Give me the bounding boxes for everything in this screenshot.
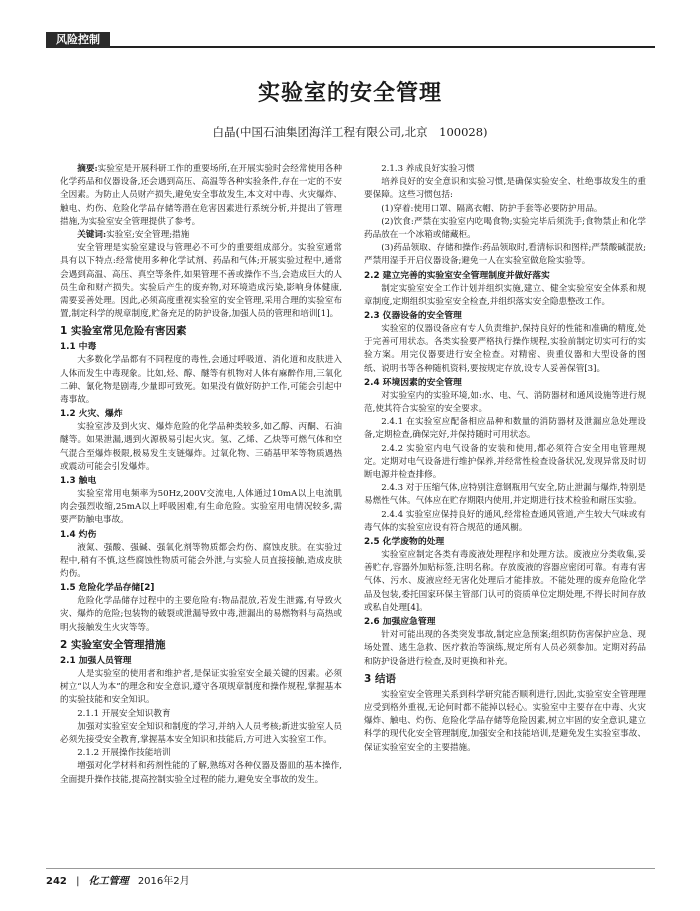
right-column [364, 163, 646, 755]
article-title: 实验室的安全管理 [257, 81, 442, 106]
header-bar [46, 32, 655, 48]
intro-paragraph: 安全管理是实验室建设与管理必不可少的重要组成部分。实验室通常具有以下特点:经常使用多种化学试剂、药品和气体;开展实验过程中,通常会遇到高温、高压、真空等条件,如果管理不善或操作不当,会造成巨大的人员生命和财产损失。实验后产生的废弃物,对环境造成污染,影响身体健康,需要妥善处理。因此,必须高度重视实验室的安全管理,采用合理的实验室布置,制定科学的规章制度,贮备充足的防护设备,加强人员的管理和培训[1]。 [60, 243, 342, 320]
paragraph-1-2: 实验室涉及到火灾、爆炸危险的化学品种类较多,如乙醇、丙酮、石油醚等。如果泄漏,遇到火源极易引起火灾。氢、乙烯、乙炔等可燃气体和空气混合至爆炸极限,极易发生支链爆炸。过氧化物、三硝基甲苯等物质遇热或震动可能会引发爆炸。 [60, 422, 342, 472]
subsubsection-heading-2-1-2: 2.1.2 开展操作技能培训 [77, 748, 171, 759]
paragraph-2-4-4: 2.4.4 实验室应保持良好的通风,经常检查通风管道,产生较大气味或有毒气体的实验室应设有符合规范的通风橱。 [364, 509, 646, 533]
paragraph-1-3: 实验室常用电频率为50Hz,200V交流电,人体通过10mA以上电流肌肉会强烈收缩,25mA以上呼吸困难,有生命危险。实验室用电情况较多,需要严防触电事故。 [60, 489, 342, 526]
subsection-heading-2-1: 2.1 加强人员管理 [60, 655, 132, 666]
subsubsection-heading-2-1-3: 2.1.3 养成良好实验习惯 [381, 164, 475, 174]
paragraph-2-1-1: 加强对实验室安全知识和制度的学习,并纳入人员考核;新进实验室人员必须先接受安全教育,掌握基本安全知识和技能后,方可进入实验室工作。 [60, 721, 342, 745]
paragraph-2-4: 对实验室内的实验环境,如:水、电、气、消防器材和通风设施等进行规范,使其符合实验室的安全要求。 [364, 390, 646, 415]
section-heading-3: 3 结语 [364, 672, 396, 685]
list-item: (1)穿着:使用口罩、隔离衣帽、防护手套等必要防护用品。 [381, 203, 603, 214]
keywords-label: 关键词: [77, 230, 107, 241]
journal-name: 化工管理 [88, 876, 129, 887]
paragraph-2-2: 制定实验室安全工作计划并组织实施,建立、健全实验室安全体系和规章制度,定期组织实验室安全检查,并组织落实安全隐患整改工作。 [364, 283, 646, 307]
subsection-heading-2-6: 2.6 加强应急管理 [364, 617, 436, 628]
subsection-heading-2-5: 2.5 化学废物的处理 [364, 537, 445, 548]
section-heading-2: 2 实验室安全管理措施 [60, 638, 166, 651]
abstract-label: 摘要: [77, 164, 98, 174]
paragraph-3: 实验室安全管理关系到科学研究能否顺利进行,因此,实验室安全管理理应受到格外重视,无论何时都不能掉以轻心。实验室中主要存在中毒、火灾爆炸、触电、灼伤、危险化学品存储等危险因素,树立牢固的安全意识,建立科学的现代化安全管理制度,加强安全和技能培训,是避免发生实验室事故、保证实验室安全的主要措施。 [364, 689, 646, 753]
subsection-heading-1-2: 1.2 火灾、爆炸 [60, 409, 123, 420]
subsection-heading-2-2: 2.2 建立完善的实验室安全管理制度并做好落实 [364, 270, 550, 281]
subsection-heading-1-1: 1.1 中毒 [60, 342, 97, 353]
list-item: (2)饮食:严禁在实验室内吃喝食物;实验完毕后须洗手;食物禁止和化学药品放在一个冰箱或储藏柜。 [364, 216, 646, 241]
page-footer [46, 868, 655, 887]
paragraph-2-6: 针对可能出现的各类突发事故,制定应急预案;组织防伤害保护应急、现场处置、逃生急救、医疗救治等演练,规定所有人员必须参加。定期对药品和防护设备进行检查,及时更换和补充。 [364, 630, 646, 667]
subsection-heading-1-4: 1.4 灼伤 [60, 529, 97, 540]
subsection-heading-1-5: 1.5 危险化学品存储[2] [60, 583, 155, 594]
subsubsection-heading-2-1-1: 2.1.1 开展安全知识教育 [77, 708, 171, 719]
page-number: 242 [46, 876, 67, 887]
paragraph-2-4-3: 2.4.3 对于压缩气体,应特别注意钢瓶用气安全,防止泄漏与爆炸,特别是易燃性气体。气体应在贮存期限内使用,并定期进行技术检验和耐压实验。 [364, 483, 647, 507]
keywords-text: 实验室;安全管理;措施 [106, 230, 190, 241]
paragraph-1-1: 大多数化学品都有不同程度的毒性,会通过呼吸道、消化道和皮肤进入人体而发生中毒现象。比如,烃、醇、醚等有机物对人体有麻醉作用,三氧化二砷、氰化物是剧毒,少量即可致死。如果没有做好防护工作,可能会引起中毒事故。 [60, 355, 342, 406]
keywords [60, 229, 342, 242]
paragraph-2-5: 实验室应制定各类有毒废液处理程序和处理方法。废液应分类收集,妥善贮存,容器外加贴标签,注明名称。存放废液的容器应密闭可靠。有毒有害气体、污水、废液应经无害化处理后才能排放。不能处理的废弃危险化学品及包装,委托国家环保主管部门认可的资质单位定期处理,不得长时间存放或私自处理[4]。 [364, 550, 646, 613]
abstract [60, 163, 342, 229]
subsection-heading-2-3: 2.3 仪器设备的安全管理 [364, 311, 462, 322]
author-line: 白晶(中国石油集团海洋工程有限公司,北京 100028) [212, 125, 488, 139]
list-item: (3)药品领取、存储和操作:药品领取时,看清标识和图样;严禁酸碱混放;严禁用湿手开启仪器设备;避免一人在实验室做危险实验等。 [364, 243, 646, 267]
abstract-text: 实验室是开展科研工作的重要场所,在开展实验时会经常使用各种化学药品和仪器设备,还会遇到高压、高温等各种实验条件,存在一定的不安全因素。为防止人员财产损失,避免安全事故发生,本文对中毒、火灾爆炸、触电、灼伤、危险化学品存储等潜在危害因素进行系统分析,并提出了管理措施,为实验室安全管理提供了参考。 [60, 164, 342, 227]
paragraph-2-1-2: 增强对化学材料和药剂性能的了解,熟练对各种仪器及器皿的基本操作,全面提升操作技能,提高控制实验全过程的能力,避免安全事故的发生。 [60, 761, 342, 785]
paragraph-2-3: 实验室的仪器设备应有专人负责维护,保持良好的性能和准确的精度,处于完善可用状态。各类实验要严格执行操作规程,实验前制定切实可行的实验方案。用完仪器要进行安全检查。对精密、贵重仪器和大型设备的图纸、说明书等各种随机资料,要按规定存放,设专人妥善保管[3]。 [364, 324, 646, 374]
section-tag: 风险控制 [46, 32, 110, 48]
subsection-heading-1-3: 1.3 触电 [60, 476, 97, 487]
paragraph-2-4-2: 2.4.2 实验室内电气设备的安装和使用,都必须符合安全用电管理规定。定期对电气设备进行维护保养,并经常性检查设备状况,发现异常及时切断电源并检查排修。 [364, 443, 646, 481]
footer-divider: | [76, 876, 80, 887]
issue-date: 2016年2月 [137, 876, 190, 887]
paragraph-2-1: 人是实验室的使用者和维护者,是保证实验室安全最关键的因素。必须树立“以人为本”的理念和安全意识,遵守各项规章制度和操作规程,掌握基本的实验技能和安全知识。 [60, 668, 342, 706]
paragraph-1-5: 危险化学品储存过程中的主要危险有:物品混放,若发生泄露,有导致火灾、爆炸的危险;包装物的破裂或泄漏导致中毒,泄漏出的易燃物料与高热或明火接触发生火灾等等。 [60, 596, 342, 633]
paragraph-2-4-1: 2.4.1 在实验室应配备相应品种和数量的消防器材及泄漏应急处理设备,定期检查,确保完好,并保持随时可用状态。 [364, 417, 646, 441]
section-heading-1: 1 实验室常见危险有害因素 [60, 325, 187, 338]
left-column [60, 163, 342, 787]
paragraph-2-1-3: 培养良好的安全意识和实验习惯,是确保实验安全、杜绝事故发生的重要保障。这些习惯包括: [364, 177, 646, 201]
paragraph-1-4: 液氮、强酸、强碱、强氧化剂等物质都会灼伤、腐蚀皮肤。在实验过程中,稍有不慎,这些腐蚀性物质可能会外泄,与实验人员直接接触,造成皮肤灼伤。 [60, 542, 342, 580]
subsection-heading-2-4: 2.4 环境因素的安全管理 [364, 377, 462, 388]
